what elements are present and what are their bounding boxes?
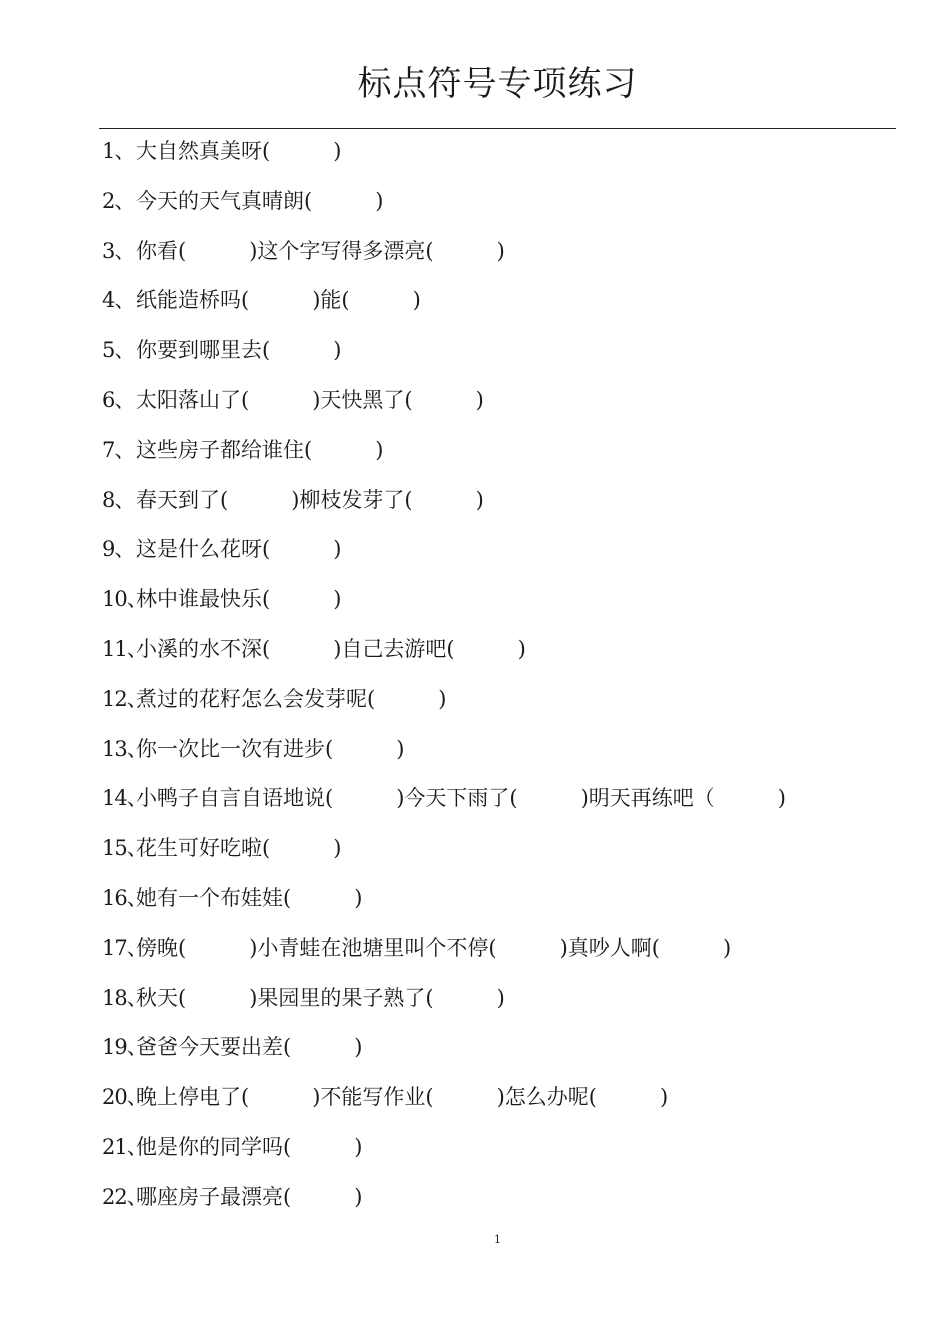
exercise-sentence: 这是什么花呀( ) <box>136 537 342 562</box>
exercise-number: 6、 <box>102 387 135 412</box>
exercise-item <box>102 929 892 979</box>
exercise-number: 15、 <box>102 836 147 861</box>
exercise-sentence: 这些房子都给谁住( ) <box>136 437 384 462</box>
exercise-item <box>102 381 892 431</box>
exercise-number: 20、 <box>102 1085 147 1110</box>
exercise-item <box>102 730 892 780</box>
exercise-number: 14、 <box>102 786 147 811</box>
exercise-sentence: 哪座房子最漂亮( ) <box>136 1184 363 1209</box>
exercise-sentence: 今天的天气真晴朗( ) <box>136 188 384 213</box>
exercise-item <box>102 481 892 531</box>
exercise-sentence: 他是你的同学吗( ) <box>136 1134 363 1159</box>
exercise-item <box>102 1078 892 1128</box>
exercise-sentence: 爸爸今天要出差( ) <box>136 1035 363 1060</box>
exercise-number: 11、 <box>102 636 147 661</box>
exercise-number: 21、 <box>102 1134 147 1159</box>
exercise-item <box>102 132 892 182</box>
exercise-item <box>102 331 892 381</box>
exercise-item <box>102 879 892 929</box>
exercise-item <box>102 779 892 829</box>
exercise-sentence: 小鸭子自言自语地说( )今天下雨了( )明天再练吧（ ) <box>136 786 786 811</box>
exercise-number: 2、 <box>102 188 135 213</box>
exercise-sentence: 她有一个布娃娃( ) <box>136 885 363 910</box>
exercise-item <box>102 1128 892 1178</box>
exercise-item <box>102 630 892 680</box>
exercise-number: 17、 <box>102 935 147 960</box>
exercise-number: 13、 <box>102 736 147 761</box>
exercise-item <box>102 182 892 232</box>
exercise-item <box>102 232 892 282</box>
exercise-sentence: 小溪的水不深( )自己去游吧( ) <box>136 636 526 661</box>
exercise-sentence: 秋天( )果园里的果子熟了( ) <box>136 985 505 1010</box>
exercise-sentence: 煮过的花籽怎么会发芽呢( ) <box>136 686 447 711</box>
exercise-number: 8、 <box>102 487 135 512</box>
exercise-sentence: 春天到了( )柳枝发芽了( ) <box>136 487 484 512</box>
exercise-item <box>102 1178 892 1228</box>
exercise-number: 3、 <box>102 238 135 263</box>
exercise-number: 19、 <box>102 1035 147 1060</box>
exercise-sentence: 太阳落山了( )天快黑了( ) <box>136 387 484 412</box>
page-title: 标点符号专项练习 <box>357 64 638 104</box>
exercise-number: 1、 <box>102 139 135 163</box>
exercise-sentence: 你要到哪里去( ) <box>136 338 342 363</box>
title-divider <box>99 128 896 129</box>
exercise-number: 12、 <box>102 686 147 711</box>
exercise-item <box>102 979 892 1029</box>
exercise-item <box>102 680 892 730</box>
exercise-item <box>102 1028 892 1078</box>
exercise-sentence: 你一次比一次有进步( ) <box>136 736 405 761</box>
exercise-number: 10、 <box>102 587 147 612</box>
exercise-item <box>102 829 892 879</box>
exercise-sentence: 你看( )这个字写得多漂亮( ) <box>136 238 505 263</box>
exercise-number: 18、 <box>102 985 147 1010</box>
page-number: 1 <box>494 1233 501 1246</box>
exercise-sentence: 林中谁最快乐( ) <box>136 587 342 612</box>
exercise-number: 16、 <box>102 885 147 910</box>
exercise-sentence: 纸能造桥吗( )能( ) <box>136 288 421 313</box>
exercise-number: 22、 <box>102 1184 147 1209</box>
exercise-sentence: 花生可好吃啦( ) <box>136 836 342 861</box>
exercise-sentence: 晚上停电了( )不能写作业( )怎么办呢( ) <box>136 1085 669 1110</box>
exercise-item <box>102 580 892 630</box>
exercise-number: 4、 <box>102 288 135 313</box>
exercise-sentence: 傍晚( )小青蛙在池塘里叫个不停( )真吵人啊( ) <box>136 935 732 960</box>
exercise-item <box>102 281 892 331</box>
exercise-item <box>102 431 892 481</box>
exercise-number: 7、 <box>102 437 135 462</box>
exercise-number: 9、 <box>102 537 135 562</box>
exercise-item <box>102 530 892 580</box>
exercise-list <box>102 132 892 1228</box>
exercise-sentence: 大自然真美呀( ) <box>136 139 342 163</box>
exercise-number: 5、 <box>102 338 135 363</box>
